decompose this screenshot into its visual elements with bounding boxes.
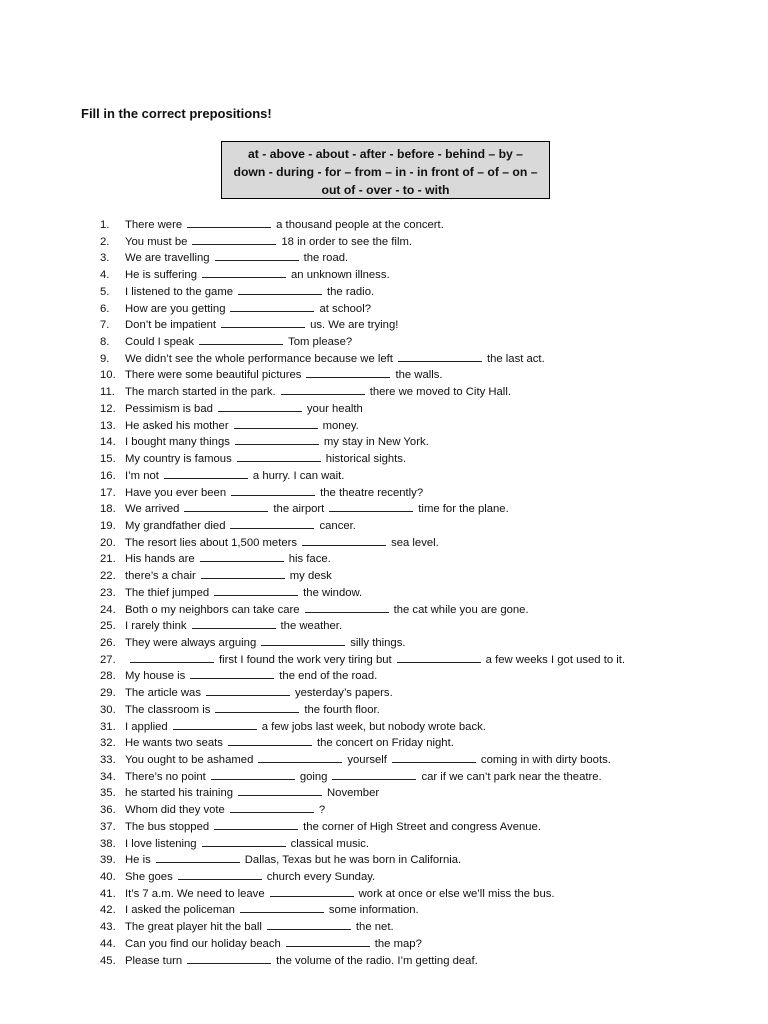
exercise-item bbox=[100, 936, 740, 953]
item-number: 23. bbox=[100, 586, 116, 599]
item-number: 14. bbox=[100, 436, 116, 449]
sentence-fragment: a thousand people at the concert. bbox=[276, 219, 444, 231]
exercise-item bbox=[100, 852, 740, 869]
item-sentence bbox=[125, 936, 422, 953]
item-sentence bbox=[125, 602, 529, 619]
answer-blank[interactable] bbox=[306, 367, 390, 378]
sentence-fragment: I bought many things bbox=[125, 436, 230, 449]
exercise-item bbox=[100, 334, 740, 351]
sentence-fragment: money. bbox=[322, 419, 359, 432]
answer-blank[interactable] bbox=[228, 735, 312, 746]
item-number: 21. bbox=[100, 553, 116, 566]
item-number: 45. bbox=[100, 954, 116, 967]
item-sentence bbox=[125, 869, 375, 886]
item-number: 25. bbox=[100, 620, 116, 633]
answer-blank[interactable] bbox=[156, 852, 240, 863]
exercise-item bbox=[100, 518, 740, 535]
item-number: 11. bbox=[100, 386, 115, 399]
answer-blank[interactable] bbox=[261, 635, 345, 646]
answer-blank[interactable] bbox=[201, 568, 285, 579]
item-sentence bbox=[125, 418, 359, 435]
sentence-fragment: classical music. bbox=[290, 837, 370, 850]
sentence-fragment: the concert on Friday night. bbox=[316, 737, 454, 750]
item-number: 18. bbox=[100, 503, 116, 516]
item-sentence bbox=[125, 819, 541, 836]
sentence-fragment: the weather. bbox=[280, 620, 343, 633]
answer-blank[interactable] bbox=[214, 585, 298, 596]
exercise-item bbox=[100, 735, 740, 752]
sentence-fragment: ? bbox=[318, 804, 326, 817]
worksheet-title: Fill in the correct prepositions! bbox=[81, 106, 272, 121]
exercise-item bbox=[100, 535, 740, 552]
sentence-fragment: The article was bbox=[125, 687, 201, 700]
item-sentence bbox=[125, 852, 461, 869]
exercise-item bbox=[100, 635, 740, 652]
exercise-item bbox=[100, 836, 740, 853]
item-sentence bbox=[125, 685, 393, 702]
exercise-item bbox=[100, 384, 740, 401]
sentence-fragment: The great player hit the ball bbox=[125, 921, 262, 934]
item-sentence bbox=[125, 334, 352, 351]
sentence-fragment: church every Sunday. bbox=[266, 871, 376, 884]
item-number: 32. bbox=[100, 737, 116, 750]
sentence-fragment: Pessimism is bad bbox=[125, 402, 213, 415]
item-number: 24. bbox=[100, 603, 116, 616]
item-number: 10. bbox=[100, 369, 116, 382]
sentence-fragment: us. We are trying! bbox=[310, 319, 399, 332]
answer-blank[interactable] bbox=[332, 769, 416, 780]
answer-blank[interactable] bbox=[215, 702, 299, 713]
item-sentence bbox=[125, 735, 454, 752]
answer-blank[interactable] bbox=[184, 501, 268, 512]
sentence-fragment: Don’t be impatient bbox=[125, 319, 217, 332]
answer-blank[interactable] bbox=[187, 953, 271, 964]
exercise-item bbox=[100, 351, 740, 368]
item-number: 5. bbox=[100, 285, 110, 298]
exercise-item bbox=[100, 217, 740, 234]
item-number: 44. bbox=[100, 937, 116, 950]
answer-blank[interactable] bbox=[240, 902, 324, 913]
exercise-item bbox=[100, 652, 740, 669]
item-number: 27. bbox=[100, 653, 116, 666]
exercise-item bbox=[100, 902, 740, 919]
exercise-item bbox=[100, 769, 740, 786]
exercise-item bbox=[100, 819, 740, 836]
exercise-item bbox=[100, 886, 740, 903]
sentence-fragment: We arrived bbox=[125, 503, 180, 516]
sentence-fragment: You ought to be ashamed bbox=[125, 754, 254, 766]
word-bank-line: at - above - about - after - before - behind – by – bbox=[248, 147, 523, 161]
sentence-fragment: the road. bbox=[303, 252, 349, 265]
sentence-fragment: We didn’t see the whole performance because we left bbox=[125, 352, 393, 365]
answer-blank[interactable] bbox=[234, 418, 318, 429]
sentence-fragment: Whom did they vote bbox=[125, 804, 225, 817]
item-number: 9. bbox=[100, 352, 110, 365]
item-number: 16. bbox=[100, 469, 116, 482]
answer-blank[interactable] bbox=[202, 267, 286, 278]
answer-blank[interactable] bbox=[221, 317, 305, 328]
item-sentence bbox=[125, 535, 439, 552]
answer-blank[interactable] bbox=[187, 217, 271, 228]
sentence-fragment: the corner of High Street and congress Avenue. bbox=[303, 820, 541, 833]
item-sentence bbox=[125, 551, 331, 568]
item-sentence bbox=[125, 886, 555, 903]
answer-blank[interactable] bbox=[305, 602, 389, 613]
sentence-fragment: a few weeks I got used to it. bbox=[485, 653, 626, 666]
sentence-fragment: my desk bbox=[289, 570, 332, 583]
sentence-fragment: I’m not bbox=[125, 469, 159, 482]
item-sentence bbox=[125, 250, 348, 267]
sentence-fragment: It’s 7 a.m. We need to leave bbox=[125, 887, 265, 900]
exercise-item bbox=[100, 719, 740, 736]
sentence-fragment: My house is bbox=[125, 670, 186, 683]
item-sentence bbox=[125, 785, 379, 802]
item-sentence bbox=[125, 902, 419, 919]
sentence-fragment: there we moved to City Hall. bbox=[369, 386, 511, 399]
exercise-list bbox=[100, 217, 740, 969]
sentence-fragment: your health bbox=[306, 402, 363, 415]
answer-blank[interactable] bbox=[231, 485, 315, 496]
exercise-item bbox=[100, 434, 740, 451]
item-sentence bbox=[125, 434, 429, 451]
exercise-item bbox=[100, 568, 740, 585]
item-sentence bbox=[125, 702, 380, 719]
sentence-fragment: his face. bbox=[288, 553, 331, 566]
item-sentence bbox=[125, 652, 625, 669]
answer-blank[interactable] bbox=[200, 551, 284, 562]
item-sentence bbox=[125, 585, 362, 602]
exercise-item bbox=[100, 501, 740, 518]
exercise-item bbox=[100, 317, 740, 334]
answer-blank[interactable] bbox=[235, 434, 319, 445]
item-number: 28. bbox=[100, 670, 116, 683]
item-number: 40. bbox=[100, 871, 116, 884]
item-number: 20. bbox=[100, 536, 116, 549]
answer-blank[interactable] bbox=[192, 234, 276, 245]
sentence-fragment: She goes bbox=[125, 871, 173, 884]
item-sentence bbox=[125, 719, 486, 736]
item-sentence bbox=[125, 234, 412, 251]
item-number: 8. bbox=[100, 336, 110, 349]
answer-blank[interactable] bbox=[238, 284, 322, 295]
item-sentence bbox=[125, 367, 443, 384]
answer-blank[interactable] bbox=[190, 668, 274, 679]
sentence-fragment: an unknown illness. bbox=[291, 269, 390, 282]
exercise-item bbox=[100, 685, 740, 702]
exercise-item bbox=[100, 418, 740, 435]
sentence-fragment: historical sights. bbox=[325, 453, 407, 466]
exercise-item bbox=[100, 301, 740, 318]
item-number: 30. bbox=[100, 703, 116, 716]
item-number: 7. bbox=[100, 319, 110, 332]
item-sentence bbox=[125, 769, 602, 786]
item-number: 38. bbox=[100, 837, 116, 850]
exercise-item bbox=[100, 234, 740, 251]
sentence-fragment: I listened to the game bbox=[125, 285, 234, 298]
word-bank-line: down - during - for – from – in - in front of – of – on – bbox=[233, 165, 538, 179]
item-number: 41. bbox=[100, 887, 116, 900]
item-sentence bbox=[125, 284, 374, 301]
answer-blank[interactable] bbox=[267, 919, 351, 930]
word-bank-line: out of - over - to - with bbox=[321, 183, 450, 197]
answer-blank[interactable] bbox=[192, 618, 276, 629]
sentence-fragment: He asked his mother bbox=[125, 419, 229, 432]
sentence-fragment: he started his training bbox=[125, 787, 234, 800]
exercise-item bbox=[100, 284, 740, 301]
answer-blank[interactable] bbox=[230, 802, 314, 813]
sentence-fragment: yesterday’s papers. bbox=[294, 687, 393, 700]
sentence-fragment: a hurry. I can wait. bbox=[252, 469, 345, 482]
item-sentence bbox=[125, 568, 332, 585]
exercise-item bbox=[100, 468, 740, 485]
answer-blank[interactable] bbox=[286, 936, 370, 947]
answer-blank[interactable] bbox=[230, 301, 314, 312]
item-sentence bbox=[125, 217, 444, 234]
exercise-item bbox=[100, 802, 740, 819]
item-sentence bbox=[125, 301, 371, 318]
exercise-item bbox=[100, 785, 740, 802]
answer-blank[interactable] bbox=[214, 819, 298, 830]
sentence-fragment: He is bbox=[125, 854, 151, 867]
answer-blank[interactable] bbox=[199, 334, 283, 345]
answer-blank[interactable] bbox=[173, 719, 257, 730]
sentence-fragment: the theatre recently? bbox=[320, 486, 424, 499]
answer-blank[interactable] bbox=[178, 869, 262, 880]
sentence-fragment: The resort lies about 1,500 meters bbox=[125, 536, 298, 549]
sentence-fragment: He wants two seats bbox=[125, 737, 223, 750]
item-sentence bbox=[125, 518, 356, 535]
sentence-fragment: I love listening bbox=[125, 837, 197, 850]
exercise-item bbox=[100, 585, 740, 602]
sentence-fragment: He is suffering bbox=[125, 269, 198, 282]
item-sentence bbox=[125, 501, 509, 518]
item-number: 4. bbox=[100, 269, 110, 282]
item-number: 36. bbox=[100, 804, 116, 817]
exercise-item bbox=[100, 267, 740, 284]
sentence-fragment: the cat while you are gone. bbox=[393, 603, 529, 616]
exercise-item bbox=[100, 551, 740, 568]
item-number: 42. bbox=[100, 904, 116, 917]
item-sentence bbox=[125, 384, 511, 401]
item-number: 43. bbox=[100, 921, 116, 934]
sentence-fragment: time for the plane. bbox=[418, 503, 509, 516]
item-sentence bbox=[125, 919, 394, 936]
item-number: 2. bbox=[100, 235, 110, 248]
sentence-fragment: Both o my neighbors can take care bbox=[125, 603, 300, 616]
sentence-fragment: silly things. bbox=[350, 636, 406, 649]
sentence-fragment: the fourth floor. bbox=[304, 703, 380, 716]
sentence-fragment: the volume of the radio. I’m getting deaf. bbox=[276, 954, 478, 967]
sentence-fragment: You must be bbox=[125, 235, 188, 248]
sentence-fragment: at school? bbox=[319, 302, 371, 315]
sentence-fragment: My grandfather died bbox=[125, 519, 226, 532]
answer-blank[interactable] bbox=[258, 752, 342, 763]
sentence-fragment: my stay in New York. bbox=[323, 436, 429, 449]
sentence-fragment: first I found the work very tiring but bbox=[219, 653, 392, 666]
item-number: 37. bbox=[100, 820, 116, 833]
sentence-fragment: the last act. bbox=[486, 352, 545, 365]
sentence-fragment: going bbox=[299, 770, 328, 783]
answer-blank[interactable] bbox=[215, 250, 299, 261]
sentence-fragment: work at once or else we’ll miss the bus. bbox=[358, 887, 555, 900]
answer-blank[interactable] bbox=[230, 518, 314, 529]
answer-blank[interactable] bbox=[202, 836, 286, 847]
sentence-fragment: the airport bbox=[273, 503, 325, 516]
item-number: 34. bbox=[100, 770, 116, 783]
item-number: 31. bbox=[100, 720, 116, 733]
sentence-fragment: cancer. bbox=[319, 519, 356, 532]
sentence-fragment: Have you ever been bbox=[125, 486, 227, 499]
exercise-item bbox=[100, 602, 740, 619]
item-number: 13. bbox=[100, 419, 116, 432]
sentence-fragment: Dallas, Texas but he was born in California. bbox=[244, 854, 462, 867]
item-sentence bbox=[125, 953, 478, 970]
sentence-fragment: I applied bbox=[125, 720, 168, 733]
item-number: 35. bbox=[100, 787, 116, 800]
item-number: 22. bbox=[100, 570, 116, 583]
item-number: 33. bbox=[100, 754, 116, 766]
answer-blank[interactable] bbox=[392, 752, 476, 763]
sentence-fragment: the radio. bbox=[327, 285, 375, 298]
sentence-fragment: the walls. bbox=[395, 369, 443, 382]
sentence-fragment: there’s a chair bbox=[125, 570, 196, 583]
item-number: 1. bbox=[100, 219, 110, 231]
exercise-item bbox=[100, 702, 740, 719]
sentence-fragment: There’s no point bbox=[125, 770, 206, 783]
answer-blank[interactable] bbox=[281, 384, 365, 395]
sentence-fragment: some information. bbox=[328, 904, 419, 917]
item-number: 26. bbox=[100, 636, 116, 649]
sentence-fragment: yourself bbox=[347, 754, 387, 766]
answer-blank[interactable] bbox=[270, 886, 354, 897]
exercise-item bbox=[100, 953, 740, 970]
item-number: 29. bbox=[100, 687, 116, 700]
exercise-item bbox=[100, 401, 740, 418]
sentence-fragment: The march started in the park. bbox=[125, 386, 276, 399]
exercise-item bbox=[100, 919, 740, 936]
answer-blank[interactable] bbox=[206, 685, 290, 696]
sentence-fragment: coming in with dirty boots. bbox=[480, 754, 611, 766]
exercise-item bbox=[100, 367, 740, 384]
sentence-fragment: car if we can’t park near the theatre. bbox=[421, 770, 602, 783]
item-number: 15. bbox=[100, 453, 116, 466]
item-number: 12. bbox=[100, 402, 116, 415]
answer-blank[interactable] bbox=[329, 501, 413, 512]
sentence-fragment: I rarely think bbox=[125, 620, 187, 633]
item-sentence bbox=[125, 836, 369, 853]
sentence-fragment: We are travelling bbox=[125, 252, 210, 265]
sentence-fragment: 18 in order to see the film. bbox=[281, 235, 412, 248]
exercise-item bbox=[100, 869, 740, 886]
item-sentence bbox=[125, 668, 377, 685]
sentence-fragment: His hands are bbox=[125, 553, 195, 566]
sentence-fragment: sea level. bbox=[391, 536, 439, 549]
sentence-fragment: My country is famous bbox=[125, 453, 232, 466]
answer-blank[interactable] bbox=[237, 451, 321, 462]
sentence-fragment: November bbox=[327, 787, 380, 800]
item-sentence bbox=[125, 618, 342, 635]
item-number: 17. bbox=[100, 486, 116, 499]
sentence-fragment: the window. bbox=[303, 586, 363, 599]
answer-blank[interactable] bbox=[302, 535, 386, 546]
item-sentence bbox=[125, 752, 611, 769]
answer-blank[interactable] bbox=[218, 401, 302, 412]
item-number: 6. bbox=[100, 302, 110, 315]
item-sentence bbox=[125, 802, 325, 819]
sentence-fragment: They were always arguing bbox=[125, 636, 257, 649]
answer-blank[interactable] bbox=[398, 351, 482, 362]
sentence-fragment: The classroom is bbox=[125, 703, 211, 716]
item-sentence bbox=[125, 401, 363, 418]
sentence-fragment: the map? bbox=[374, 937, 422, 950]
exercise-item bbox=[100, 250, 740, 267]
item-sentence bbox=[125, 635, 405, 652]
sentence-fragment: The thief jumped bbox=[125, 586, 210, 599]
exercise-item bbox=[100, 752, 740, 769]
item-sentence bbox=[125, 468, 344, 485]
sentence-fragment: I asked the policeman bbox=[125, 904, 235, 917]
item-number: 19. bbox=[100, 519, 116, 532]
answer-blank[interactable] bbox=[397, 652, 481, 663]
answer-blank[interactable] bbox=[211, 769, 295, 780]
sentence-fragment: Can you find our holiday beach bbox=[125, 937, 281, 950]
exercise-item bbox=[100, 618, 740, 635]
sentence-fragment: the net. bbox=[355, 921, 394, 934]
exercise-item bbox=[100, 668, 740, 685]
item-sentence bbox=[125, 317, 398, 334]
word-bank-box bbox=[221, 141, 550, 199]
answer-blank[interactable] bbox=[164, 468, 248, 479]
item-sentence bbox=[125, 267, 390, 284]
answer-blank[interactable] bbox=[238, 785, 322, 796]
item-number: 3. bbox=[100, 252, 110, 265]
answer-blank[interactable] bbox=[130, 652, 214, 663]
item-sentence bbox=[125, 485, 423, 502]
sentence-fragment: Could I speak bbox=[125, 336, 195, 349]
sentence-fragment: Please turn bbox=[125, 954, 183, 967]
sentence-fragment: There were bbox=[125, 219, 183, 231]
sentence-fragment: a few jobs last week, but nobody wrote back. bbox=[261, 720, 486, 733]
exercise-item bbox=[100, 485, 740, 502]
sentence-fragment: The bus stopped bbox=[125, 820, 210, 833]
sentence-fragment: How are you getting bbox=[125, 302, 226, 315]
sentence-fragment: Tom please? bbox=[288, 336, 353, 349]
sentence-fragment: There were some beautiful pictures bbox=[125, 369, 302, 382]
item-number: 39. bbox=[100, 854, 116, 867]
item-sentence bbox=[125, 451, 406, 468]
sentence-fragment: the end of the road. bbox=[279, 670, 378, 683]
exercise-item bbox=[100, 451, 740, 468]
item-sentence bbox=[125, 351, 545, 368]
